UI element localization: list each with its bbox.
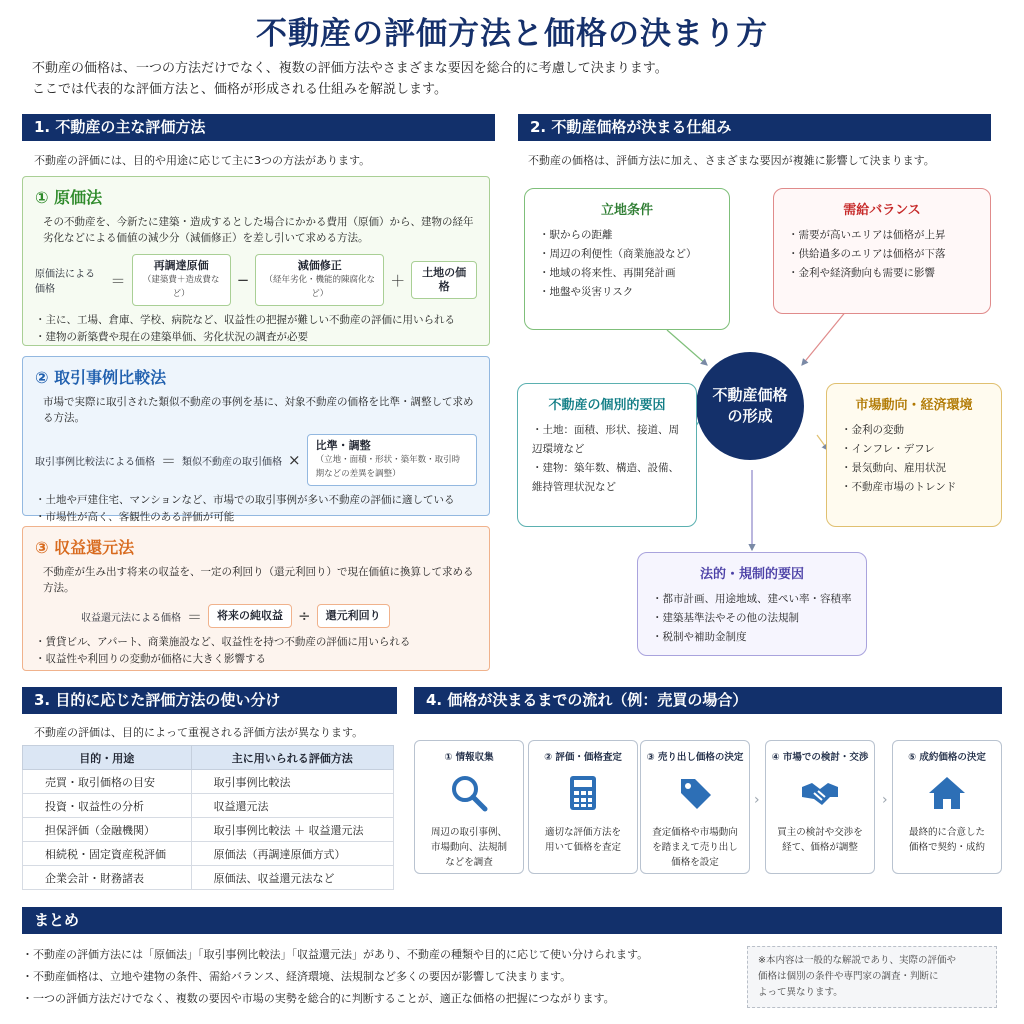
search-icon [449, 773, 489, 813]
flow-step-4: ④ 市場での検討・交渉 買主の検討や交渉を 経て、価格が調整 [765, 740, 875, 874]
factor-individual: 不動産の個別的要因 ・ 土地：面積、形状、接道、周辺環境など ・ 建物：築年数、構造、設備、維持管理状況など [517, 383, 697, 527]
summary-item: ・ 不動産の評価方法には「原価法」「取引事例比較法」「収益還元法」があり、不動産の種類や目的に応じて使い分けられます。 [22, 944, 737, 966]
method-desc: 市場で実際に取引された類似不動産の事例を基に、対象不動産の価格を比準・調整して求める方法。 [43, 396, 474, 424]
formula-box: 土地の価格 [411, 261, 477, 299]
method-title: ② 取引事例比較法 [35, 368, 167, 387]
intro-text: 不動産の価格は、一つの方法だけでなく、複数の評価方法やさまざまな要因を総合的に考慮して決まります。 ここでは代表的な評価方法と、価格が形成される仕組みを解説します。 [32, 61, 668, 97]
calculator-icon [563, 773, 603, 813]
method-card-comparison [22, 356, 490, 523]
formula-box: 再調達原価 （建築費＋造成費など） [132, 254, 231, 306]
flow-step-3: ③ 売り出し価格の決定 査定価格や市場動向 を踏まえて売り出し 価格を設定 [640, 740, 750, 874]
summary-heading: まとめ [22, 907, 1002, 934]
formula-box: 比準・調整 （立地・面積・形状・築年数・取引時期などの差異を調整） [307, 434, 477, 486]
method-desc: 不動産が生み出す将来の収益を、一定の利回り（還元利回り）で現在価値に換算して求める方法。 [43, 566, 474, 594]
table-row: 企業会計・財務諸表 原価法、収益還元法など [23, 866, 394, 890]
method-bullet: ・主に、工場、倉庫、学校、病院など、収益性の把握が難しい不動産の評価に用いられる [35, 314, 455, 326]
summary-item: ・ 不動産価格は、立地や建物の条件、需給バランス、経済環境、法規制など多くの要因が影響して決まります。 [22, 966, 737, 988]
factor-supply-demand: 需給バランス ・ 需要が高いエリアは価格が上昇 ・ 供給過多のエリアは価格が下落 ・ 金利や経済動向も需要に影響 [773, 188, 991, 314]
section3-heading: 3. 目的に応じた評価方法の使い分け [22, 687, 397, 714]
section4-heading: 4. 価格が決まるまでの流れ（例：売買の場合） [414, 687, 1002, 714]
handshake-icon [800, 773, 840, 813]
factor-legal: 法的・規制的要因 ・ 都市計画、用途地域、建ぺい率・容積率 ・ 建築基準法やその他の法規制 ・ 税制や補助金制度 [637, 552, 867, 656]
formula: 原価法による価格 ＝ 再調達原価 （建築費＋造成費など） − 減価修正 （経年劣化・機能的陳腐化など） ＋ 土地の価格 [35, 254, 477, 306]
method-bullet: ・賃貸ビル、アパート、商業施設など、収益性を持つ不動産の評価に用いられる [35, 636, 411, 648]
center-price-formation: 不動産価格 の形成 [696, 352, 804, 460]
section2-lead: 不動産の価格は、評価方法に加え、さまざまな要因が複雑に影響して決まります。 [528, 154, 935, 167]
flow-step-1: ① 情報収集 周辺の取引事例、 市場動向、法規制 などを調査 [414, 740, 524, 874]
method-bullet: ・土地や戸建住宅、マンションなど、市場での取引事例が多い不動産の評価に適している [35, 494, 455, 506]
page-title: 不動産の評価方法と価格の決まり方 [256, 16, 768, 52]
formula-box: 将来の純収益 [208, 604, 292, 628]
section3-lead: 不動産の評価は、目的によって重視される評価方法が異なります。 [34, 726, 364, 739]
factor-location: 立地条件 ・ 駅からの距離 ・ 周辺の利便性（商業施設など） ・ 地域の将来性、再開発計画 ・ 地盤や災害リスク [524, 188, 730, 330]
method-title: ① 原価法 [35, 188, 103, 207]
disclaimer-note: ※本内容は一般的な解説であり、実際の評価や 価格は個別の条件や専門家の調査・判断に よって異なります。 [747, 946, 997, 1008]
method-bullet: ・市場性が高く、客観性のある評価が可能 [35, 511, 235, 523]
method-desc: その不動産を、今新たに建築・造成するとした場合にかかる費用（原価）から、建物の経年劣化などによる価値の減少分（減価修正）を差し引いて求める方法。 [43, 216, 474, 244]
method-card-cost [22, 176, 490, 346]
price-tag-icon [675, 773, 715, 813]
flow-arrow-icon: › [754, 792, 760, 808]
table-row: 相続税・固定資産税評価 原価法（再調達原価方式） [23, 842, 394, 866]
section1-lead: 不動産の評価には、目的や用途に応じて主に3つの方法があります。 [34, 154, 371, 167]
usage-table [22, 745, 394, 890]
formula-box: 還元利回り [317, 604, 390, 628]
factor-market: 市場動向・経済環境 ・ 金利の変動 ・ インフレ・デフレ ・ 景気動向、雇用状況 ・ 不動産市場のトレンド [826, 383, 1002, 527]
flow-step-2: ② 評価・価格査定 適切な評価方法を 用いて価格を査定 [528, 740, 638, 874]
section1-heading: 1. 不動産の主な評価方法 [22, 114, 495, 141]
method-bullet: ・建物の新築費や現在の建築単価、劣化状況の調査が必要 [35, 331, 308, 343]
formula: 収益還元法による価格 ＝ 将来の純収益 ÷ 還元利回り [35, 604, 477, 628]
flow-step-5: ⑤ 成約価格の決定 最終的に合意した 価格で契約・成約 [892, 740, 1002, 874]
table-row: 投資・収益性の分析 収益還元法 [23, 794, 394, 818]
method-bullet: ・収益性や利回りの変動が価格に大きく影響する [35, 653, 266, 665]
formula: 取引事例比較法による価格 ＝ 類似不動産の取引価格 × 比準・調整 （立地・面積・形状・築年数・取引時期などの差異を調整） [35, 434, 477, 486]
arrow-supply [802, 310, 847, 365]
table-row: 担保評価（金融機関） 取引事例比較法 ＋ 収益還元法 [23, 818, 394, 842]
method-title: ③ 収益還元法 [35, 538, 135, 557]
section2-heading: 2. 不動産価格が決まる仕組み [518, 114, 991, 141]
house-icon [927, 773, 967, 813]
flow-arrow-icon: › [882, 792, 888, 808]
table-row: 売買・取引価格の目安 取引事例比較法 [23, 770, 394, 794]
method-card-income [22, 526, 490, 671]
summary-item: ・ 一つの評価方法だけでなく、複数の要因や市場の実勢を総合的に判断することが、適正な価格の把握につながります。 [22, 988, 737, 1010]
formula-box: 減価修正 （経年劣化・機能的陳腐化など） [255, 254, 384, 306]
arrow-location [667, 330, 707, 365]
table-header-row: 目的・用途 主に用いられる評価方法 [23, 746, 394, 770]
summary-list [22, 944, 737, 1010]
